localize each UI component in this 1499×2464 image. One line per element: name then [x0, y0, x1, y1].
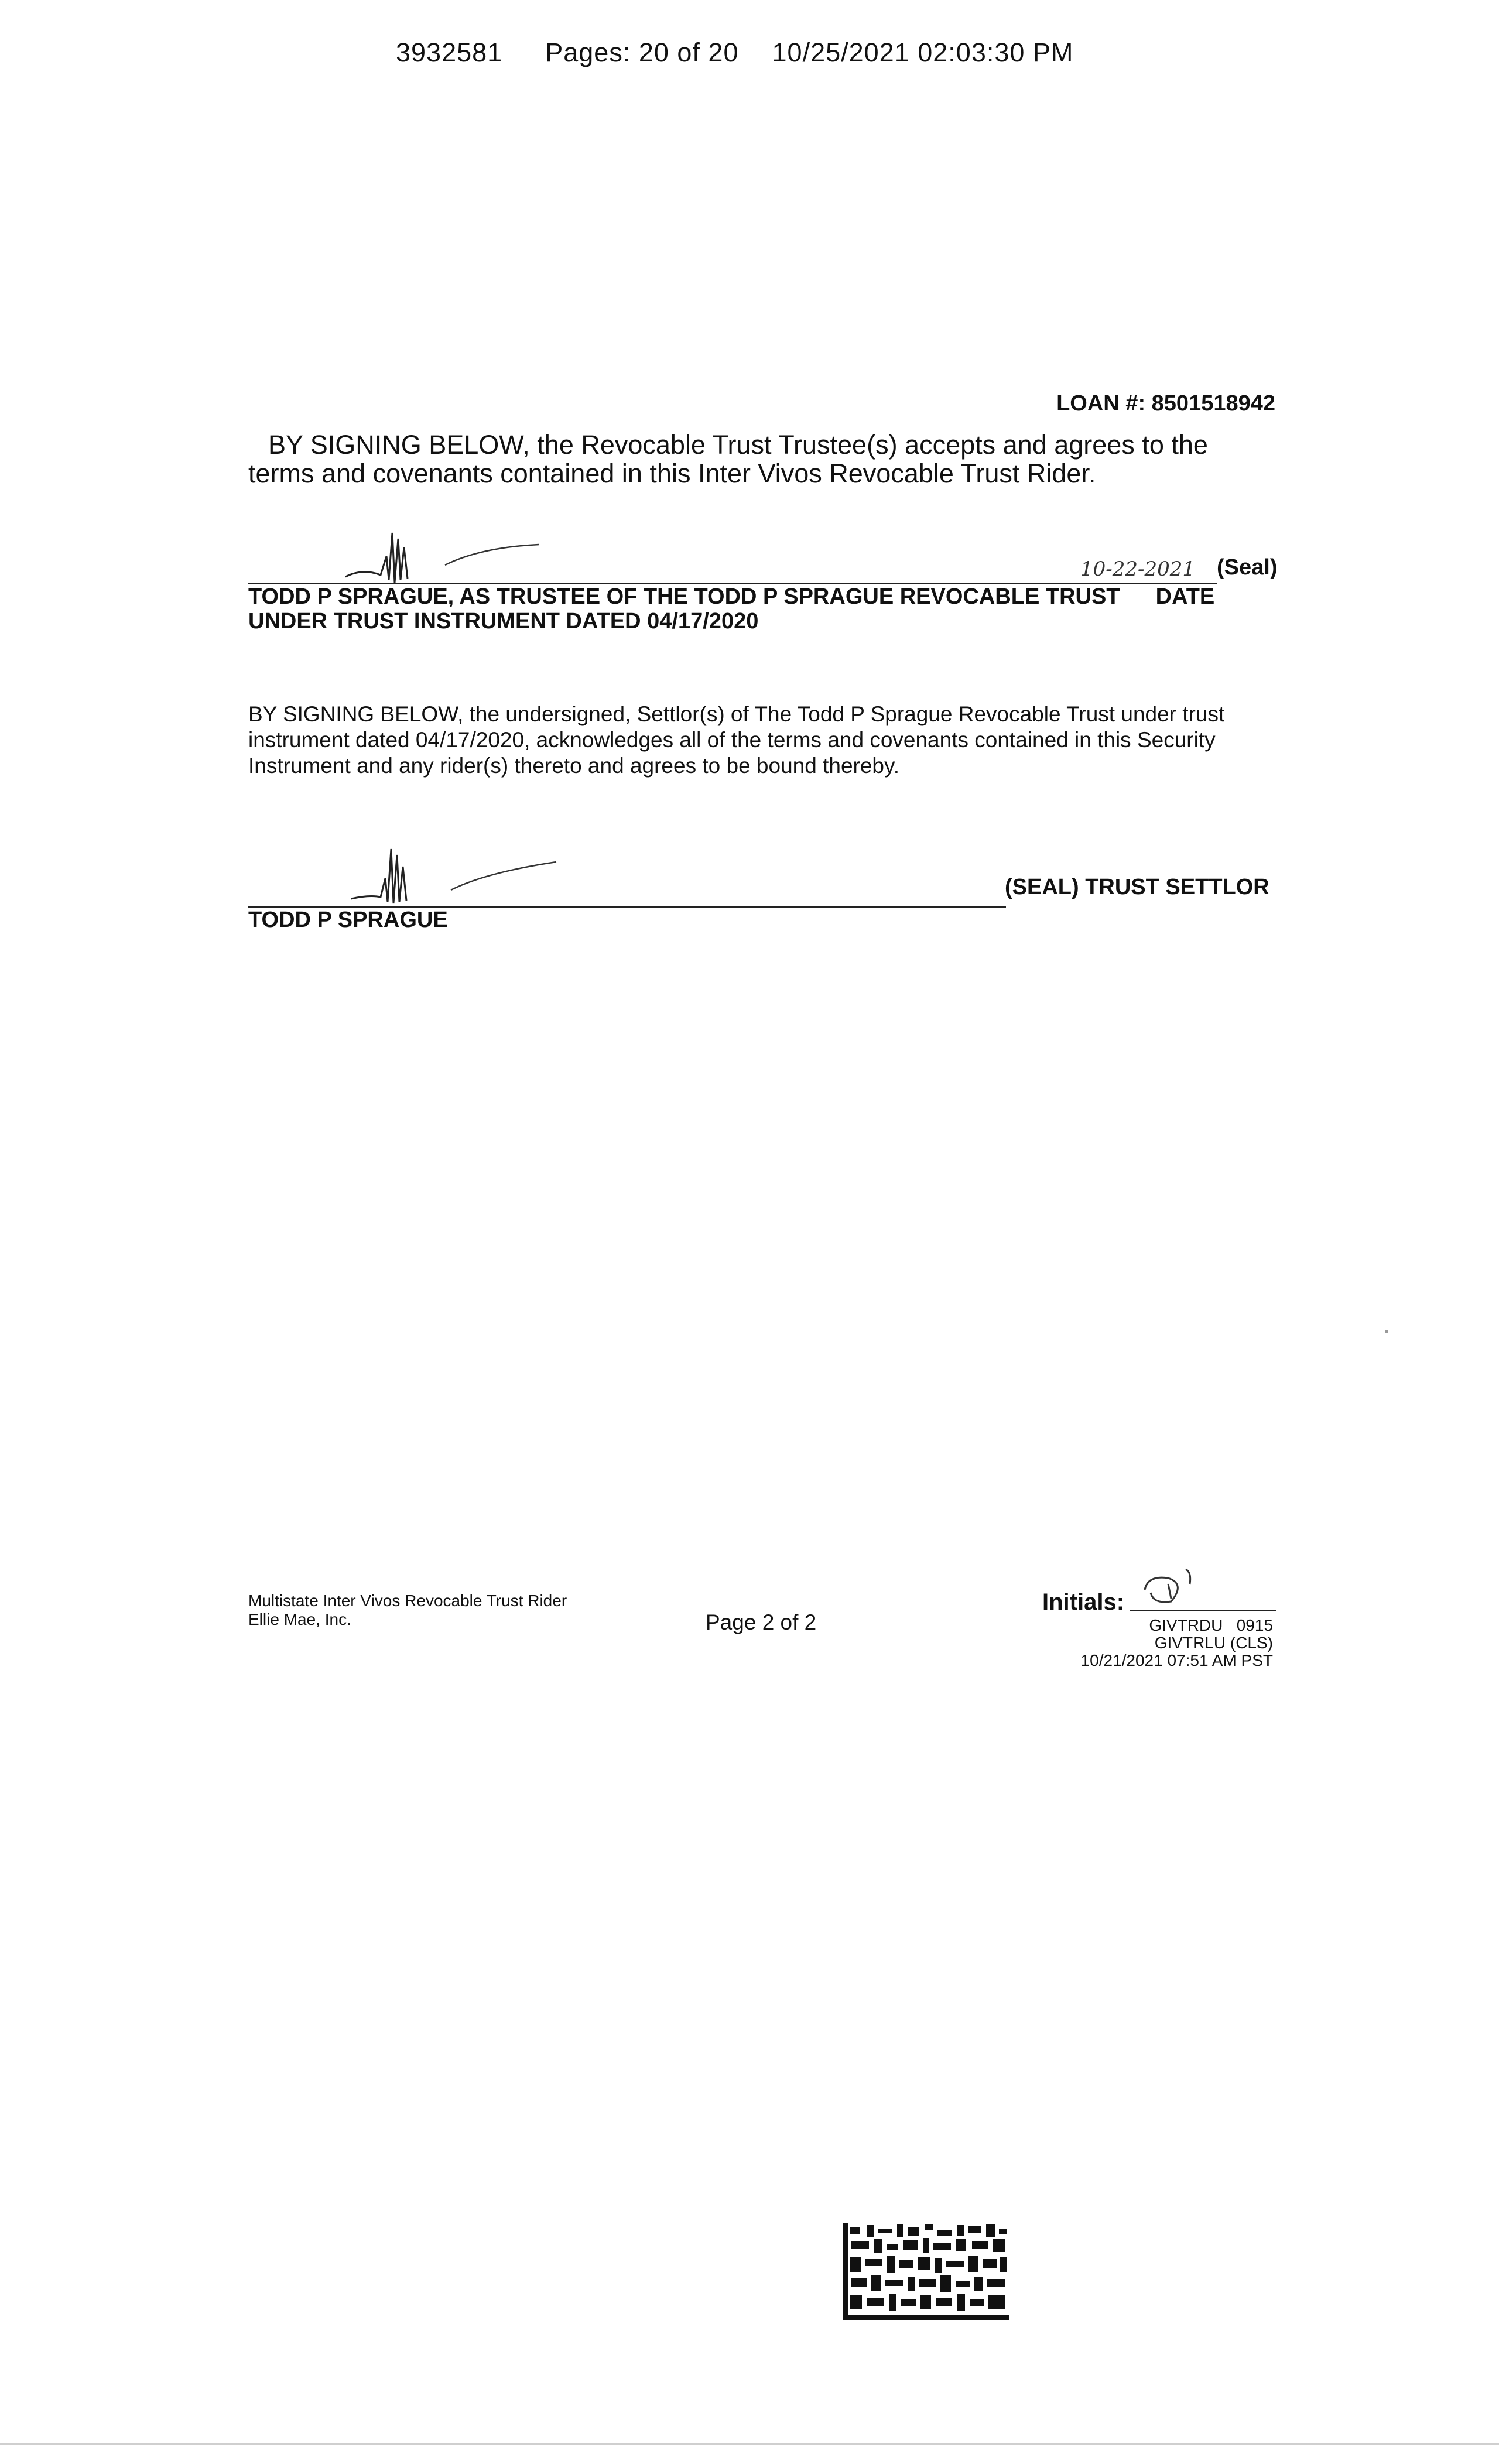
settlor-statement-line3: Instrument and any rider(s) thereto and agrees to be bound thereby. [248, 754, 900, 778]
page-count: Pages: 20 of 20 [545, 37, 739, 67]
settlor-name: TODD P SPRAGUE [248, 908, 448, 932]
loan-number [1056, 391, 1275, 416]
handwritten-date: 10-22-2021 [1080, 557, 1196, 581]
trustee-statement-line2: terms and covenants contained in this Inter Vivos Revocable Trust Rider. [248, 458, 1096, 488]
date-label: DATE [1155, 584, 1215, 609]
trustee-signature [340, 521, 586, 591]
initials-label: Initials: [1042, 1589, 1125, 1615]
form-code-2: GIVTRLU (CLS) [1154, 1634, 1273, 1652]
form-timestamp: 10/21/2021 07:51 AM PST [1080, 1651, 1273, 1669]
trustee-seal: (Seal) [1217, 555, 1278, 580]
initials-mark [1136, 1558, 1218, 1610]
recording-header [396, 37, 1073, 68]
form-title: Multistate Inter Vivos Revocable Trust Rider [248, 1592, 567, 1610]
trustee-signer-line2: UNDER TRUST INSTRUMENT DATED 04/17/2020 [248, 609, 759, 634]
trustee-name: TODD P SPRAGUE, AS TRUSTEE OF THE TODD P SPRAGUE REVOCABLE TRUST [248, 584, 1120, 609]
barcode-icon [843, 2223, 1009, 2320]
loan-label: LOAN #: [1056, 391, 1146, 416]
settlor-seal-label: (SEAL) TRUST SETTLOR [1005, 875, 1269, 899]
trustee-signer-line1 [248, 584, 1214, 610]
loan-value: 8501518942 [1151, 391, 1275, 416]
recorded-timestamp: 10/25/2021 02:03:30 PM [772, 37, 1074, 67]
settlor-statement-line1: BY SIGNING BELOW, the undersigned, Settlor(s) of The Todd P Sprague Revocable Trust under trust [248, 702, 1225, 726]
settlor-signature [340, 837, 586, 913]
settlor-statement-line2: instrument dated 04/17/2020, acknowledges all of the terms and covenants contained in this Security [248, 728, 1216, 752]
initials-line [1130, 1610, 1276, 1611]
trustee-statement-line1: BY SIGNING BELOW, the Revocable Trust Trustee(s) accepts and agrees to the [268, 430, 1208, 460]
company-name: Ellie Mae, Inc. [248, 1610, 351, 1628]
page-number: Page 2 of 2 [706, 1610, 817, 1634]
scan-speck [1385, 1330, 1388, 1333]
document-number: 3932581 [396, 37, 503, 67]
form-code-1: GIVTRDU 0915 [1149, 1616, 1273, 1634]
scan-edge-line [0, 2443, 1499, 2445]
